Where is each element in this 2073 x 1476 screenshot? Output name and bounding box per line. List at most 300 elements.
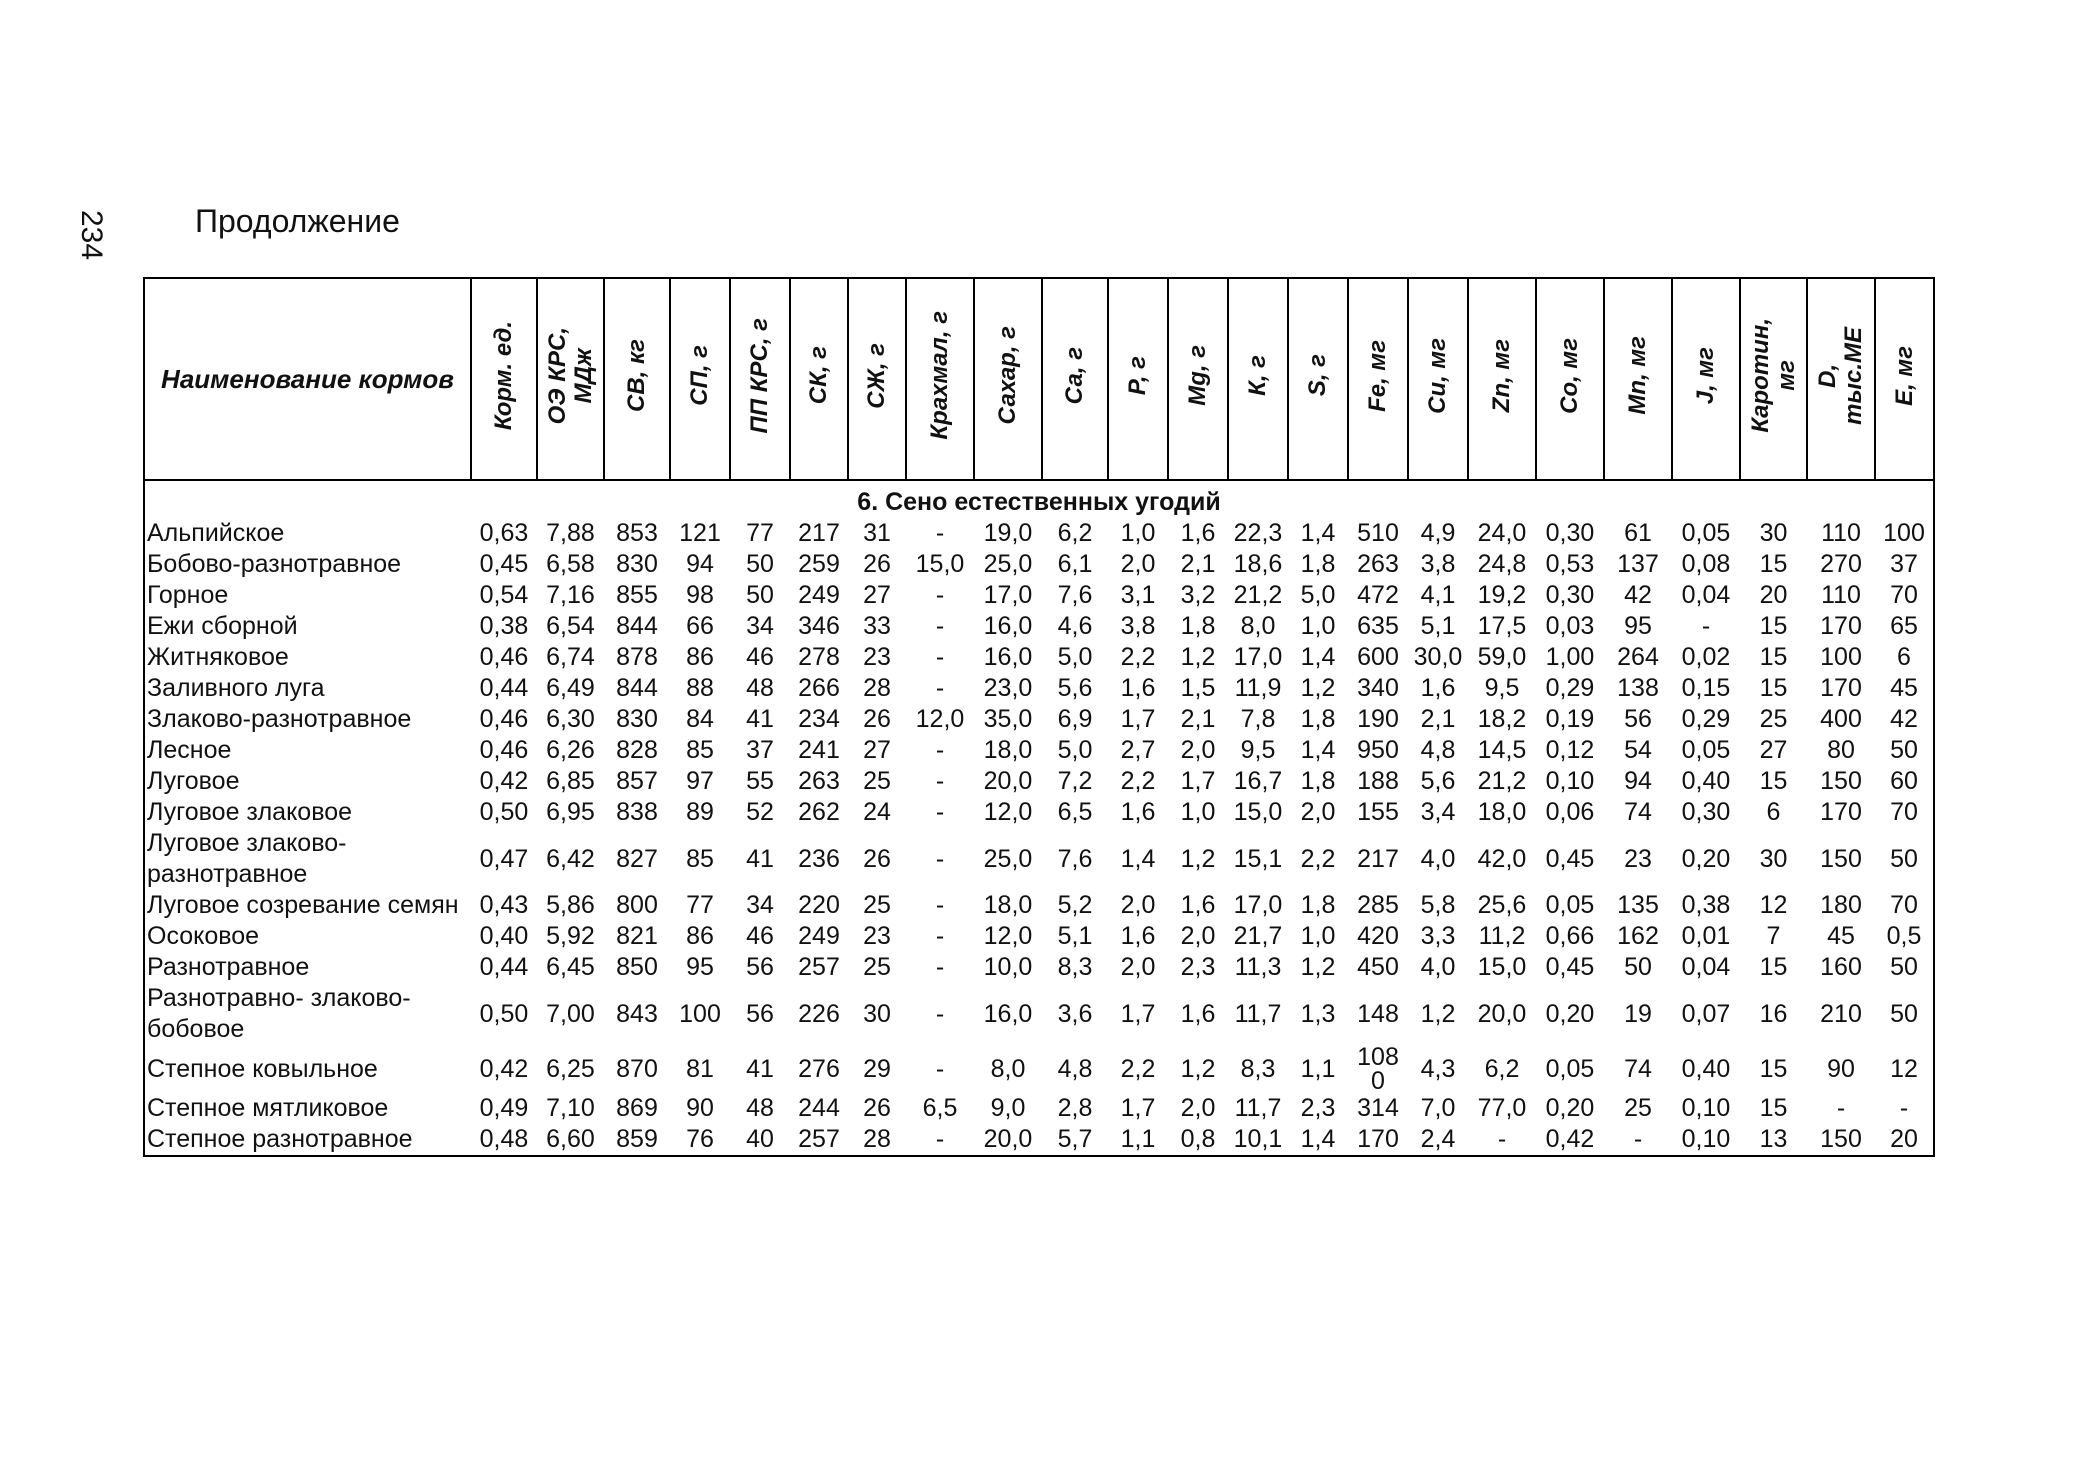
table-row [144,1045,1934,1093]
value-cell: 1,2 [1420,999,1456,1028]
value-cell: - [935,891,945,919]
value-cell: 50 [1875,735,1934,766]
value-cell: 234 [798,705,840,733]
value-cell: 2,1 [1180,705,1216,733]
value-cell: 0,03 [1545,612,1595,640]
value-cell: 18,2 [1477,705,1527,733]
feed-name-cell: Луговое злаковое [144,797,471,828]
value-cell: 0,48 [471,1124,537,1156]
value-cell: 0,07 [1681,999,1731,1028]
feed-table [143,277,1935,1157]
value-cell: 2,2 [1300,844,1336,873]
header-cell: Zn, мг [1468,278,1536,480]
value-cell: 0,40 [1681,1054,1731,1083]
value-cell: 0,38 [479,612,529,640]
value-cell: 60 [1875,766,1934,797]
value-cell: 77 [686,891,714,919]
feed-name-cell: Степное мятликовое [144,1093,471,1124]
value-cell: 15 [1759,612,1788,640]
value-cell: 6,26 [546,736,595,764]
table-row [144,921,1934,952]
value-cell: 0,12 [1545,736,1595,764]
value-cell: 1,2 [1180,1054,1216,1083]
value-cell: 346 [798,612,840,640]
value-cell: 0,29 [1545,674,1595,702]
value-cell: 1,8 [1300,705,1336,733]
value-cell: 850 [616,953,658,981]
value-cell: 17,0 [1233,891,1283,919]
value-cell: 27 [863,736,891,764]
value-cell: 11,3 [1234,953,1282,981]
value-cell: 0,06 [1545,798,1595,826]
value-cell: 276 [798,1054,840,1083]
header-cell: Сахар, г [974,278,1042,480]
value-cell: - [935,844,945,873]
table-row [144,673,1934,704]
value-cell: 11,2 [1478,922,1526,950]
header-cell: Крахмал, г [906,278,974,480]
feed-name-cell: Разнотравное [144,952,471,983]
value-cell: 259 [798,550,840,578]
value-cell: 18,0 [983,736,1033,764]
value-cell: 100 [1875,518,1934,549]
value-cell: 1,3 [1300,999,1336,1028]
value-cell: 7,88 [546,519,595,547]
value-cell: 100 [1820,643,1862,671]
value-cell: 0,45 [1545,844,1595,873]
value-cell: 1,6 [1120,922,1156,950]
value-cell: 41 [746,1054,774,1083]
value-cell: 17,0 [1233,643,1283,671]
value-cell: 46 [746,922,774,950]
value-cell: - [1468,1124,1536,1156]
value-cell: 0,45 [1545,953,1595,981]
value-cell: 236 [798,844,840,873]
value-cell: 3,3 [1420,922,1456,950]
value-cell: 25,6 [1477,891,1527,919]
value-cell: 6,49 [546,674,595,702]
value-cell: 830 [616,550,658,578]
table-row [144,828,1934,890]
value-cell: 6,25 [546,1054,595,1083]
value-cell: 1,6 [1180,999,1216,1028]
table-row [144,735,1934,766]
value-cell: 241 [798,736,840,764]
value-cell: 37 [746,736,774,764]
value-cell: 0,02 [1681,643,1731,671]
value-cell: 6 [1766,798,1781,826]
value-cell: 6,95 [546,798,595,826]
value-cell: 5,0 [1300,581,1336,609]
value-cell: 56 [746,953,774,981]
value-cell: 137 [1617,550,1659,578]
value-cell: 3,8 [1420,550,1456,578]
value-cell: 1,8 [1300,550,1336,578]
value-cell: 70 [1875,797,1934,828]
value-cell: 70 [1875,890,1934,921]
value-cell: 15,1 [1233,844,1283,873]
value-cell: 3,6 [1057,999,1093,1028]
table-row [144,518,1934,549]
value-cell: 844 [616,674,658,702]
value-cell: 6,54 [546,612,595,640]
value-cell: 5,6 [1420,767,1456,795]
value-cell: 0,15 [1681,674,1731,702]
value-cell: 1,6 [1120,798,1156,826]
value-cell: 12 [1875,1045,1934,1093]
value-cell: - [935,922,945,950]
value-cell: 9,5 [1484,674,1520,702]
header-cell: Со, мг [1536,278,1604,480]
value-cell: 249 [798,922,840,950]
value-cell: 27 [1759,736,1788,764]
value-cell: 70 [1875,580,1934,611]
value-cell: 89 [686,798,714,826]
value-cell: 162 [1617,922,1659,950]
value-cell: 510 [1357,519,1399,547]
value-cell: 6,5 [922,1094,958,1122]
page-title: Продолжение [195,203,400,239]
value-cell: 50 [746,550,774,578]
value-cell: 600 [1357,643,1399,671]
value-cell: 8,3 [1240,1054,1276,1083]
value-cell: - [906,1124,974,1156]
value-cell: 25 [1759,705,1788,733]
value-cell: 0,05 [1545,1054,1595,1083]
feed-name-cell: Степное ковыльное [144,1045,471,1093]
value-cell: 2,1 [1180,550,1216,578]
value-cell: 19 [1624,999,1652,1028]
value-cell: 4,8 [1420,736,1456,764]
value-cell: 340 [1357,674,1399,702]
value-cell: 3,1 [1120,581,1156,609]
value-cell: 7,8 [1240,705,1276,733]
header-cell: ОЭ КРС, МДж [537,278,604,480]
value-cell: 844 [616,612,658,640]
value-cell: 6,5 [1057,798,1093,826]
value-cell: - [935,736,945,764]
value-cell: 853 [616,519,658,547]
value-cell: 0,53 [1545,550,1595,578]
value-cell: 15,0 [1233,798,1283,826]
value-cell: 244 [798,1094,840,1122]
value-cell: 80 [1827,736,1855,764]
value-cell: 0,29 [1681,705,1731,733]
value-cell: 6,60 [537,1124,604,1156]
value-cell: - [935,643,945,671]
value-cell: 25 [863,953,891,981]
header-cell: J, мг [1672,278,1740,480]
value-cell: 86 [686,922,714,950]
value-cell: 15,0 [915,550,965,578]
value-cell: 420 [1357,922,1399,950]
header-cell: СП, г [670,278,730,480]
value-cell: 94 [1624,767,1652,795]
value-cell: 1,2 [1180,844,1216,873]
value-cell: 12,0 [915,705,965,733]
value-cell: 30 [1759,519,1788,547]
value-cell: 20 [1759,581,1788,609]
value-cell: 0,46 [479,643,529,671]
value-cell: 1,6 [1180,891,1216,919]
value-cell: 257 [790,1124,848,1156]
value-cell: 16,0 [983,999,1033,1028]
value-cell: 0,20 [1681,844,1731,873]
value-cell: 97 [686,767,714,795]
value-cell: 9,0 [990,1094,1026,1122]
value-cell: 26 [863,705,891,733]
table-row [144,766,1934,797]
value-cell: 7,00 [546,999,595,1028]
value-cell: 95 [1624,612,1652,640]
value-cell: 0,54 [479,581,529,609]
value-cell: 8,0 [990,1054,1026,1083]
value-cell: 0,01 [1681,922,1731,950]
value-cell: 23 [1624,844,1652,873]
value-cell: 46 [746,643,774,671]
value-cell: 14,5 [1477,736,1527,764]
value-cell: 0,44 [479,953,529,981]
value-cell: 1,8 [1180,612,1216,640]
value-cell: 31 [863,519,891,547]
value-cell: - [935,612,945,640]
value-cell: 262 [798,798,840,826]
table-header-row [144,278,1934,480]
value-cell: 6,30 [546,705,595,733]
feed-name-cell: Горное [144,580,471,611]
value-cell: 65 [1875,611,1934,642]
value-cell: 11,9 [1234,674,1282,702]
value-cell: 42 [1875,704,1934,735]
value-cell: 6,85 [546,767,595,795]
table-row [144,1124,1934,1156]
value-cell: 2,7 [1120,736,1156,764]
value-cell: 10,1 [1228,1124,1288,1156]
value-cell: 2,2 [1120,767,1156,795]
value-cell: 0,10 [1681,1094,1731,1122]
value-cell: 0,20 [1545,999,1595,1028]
value-cell: 15 [1759,1054,1788,1083]
value-cell: - [1836,1094,1846,1122]
value-cell: 18,6 [1233,550,1283,578]
value-cell: 843 [616,999,658,1028]
feed-name-cell: Злаково-разнотравное [144,704,471,735]
value-cell: 34 [746,612,774,640]
value-cell: 0,08 [1681,550,1731,578]
value-cell: 7,0 [1420,1094,1456,1122]
value-cell: 18,0 [1477,798,1527,826]
page-number: 234 [75,210,108,261]
value-cell: 27 [863,581,891,609]
value-cell: 0,63 [479,519,529,547]
value-cell: 50 [1875,952,1934,983]
value-cell: 2,2 [1120,1054,1156,1083]
value-cell: 16 [1759,999,1788,1028]
feed-name-cell: Луговое злаково-разнотравное [144,828,471,890]
value-cell: 90 [1827,1054,1855,1083]
value-cell: 1,0 [1300,612,1336,640]
value-cell: 7,6 [1057,581,1093,609]
header-cell: Са, г [1042,278,1108,480]
value-cell: 50 [1875,983,1934,1045]
value-cell: 35,0 [983,705,1033,733]
value-cell: 86 [686,643,714,671]
value-cell: 7,10 [546,1094,595,1122]
value-cell: 1,4 [1288,1124,1348,1156]
value-cell: 0,42 [1536,1124,1604,1156]
value-cell: 2,2 [1120,643,1156,671]
value-cell: 314 [1357,1094,1399,1122]
value-cell: 16,0 [983,643,1033,671]
value-cell: 150 [1820,767,1862,795]
value-cell: 0,30 [1545,519,1595,547]
value-cell: 15 [1759,953,1788,981]
value-cell: 0,05 [1681,519,1731,547]
value-cell: 1,7 [1120,999,1156,1028]
value-cell: 1,4 [1300,519,1336,547]
value-cell: 1,4 [1300,736,1336,764]
value-cell: 635 [1357,612,1399,640]
value-cell: 0,45 [479,550,529,578]
value-cell: 11,7 [1234,999,1282,1028]
value-cell: 5,8 [1420,891,1456,919]
value-cell: 4,0 [1420,953,1456,981]
value-cell: 150 [1807,1124,1875,1156]
value-cell: 22,3 [1233,519,1283,547]
feed-name-cell: Лесное [144,735,471,766]
value-cell: 6,58 [546,550,595,578]
value-cell: - [935,953,945,981]
value-cell: 400 [1820,705,1862,733]
value-cell: 800 [616,891,658,919]
table-row [144,704,1934,735]
value-cell: 26 [863,550,891,578]
value-cell: 90 [686,1094,714,1122]
value-cell: 9,5 [1240,736,1276,764]
value-cell: 2,0 [1120,550,1156,578]
value-cell: 2,0 [1180,922,1216,950]
value-cell: 0,66 [1545,922,1595,950]
value-cell: 15 [1759,643,1788,671]
value-cell: 50 [1875,828,1934,890]
value-cell: 50 [1624,953,1652,981]
value-cell: 100 [679,999,721,1028]
value-cell: 5,1 [1420,612,1456,640]
table-row [144,611,1934,642]
value-cell: 1,7 [1120,705,1156,733]
header-cell: К, г [1228,278,1288,480]
value-cell: 472 [1357,581,1399,609]
value-cell: 74 [1624,798,1652,826]
header-cell: S, г [1288,278,1348,480]
table-row [144,890,1934,921]
header-cell: Mg, г [1168,278,1228,480]
value-cell: 33 [863,612,891,640]
value-cell: 10,0 [983,953,1033,981]
header-cell: СЖ, г [848,278,906,480]
table-row [144,580,1934,611]
value-cell: 1,7 [1180,767,1216,795]
value-cell: 0,43 [479,891,529,919]
value-cell: 26 [863,844,891,873]
value-cell: 28 [863,674,891,702]
value-cell: 7 [1766,922,1781,950]
value-cell: 21,7 [1233,922,1283,950]
value-cell: 15,0 [1477,953,1527,981]
feed-name-cell: Осоковое [144,921,471,952]
value-cell: 0,10 [1545,767,1595,795]
value-cell: 2,0 [1120,953,1156,981]
value-cell: 0,05 [1681,736,1731,764]
value-cell: 15 [1759,1094,1788,1122]
value-cell: 48 [746,674,774,702]
value-cell: 23 [863,922,891,950]
value-cell: 0,20 [1545,1094,1595,1122]
value-cell: 59,0 [1477,643,1527,671]
value-cell: 6,2 [1484,1054,1520,1083]
table-row [144,549,1934,580]
value-cell: 830 [616,705,658,733]
header-cell: Cu, мг [1408,278,1468,480]
value-cell: 2,0 [1180,1094,1216,1122]
value-cell: 278 [798,643,840,671]
value-cell: 6,9 [1057,705,1093,733]
value-cell: 5,86 [546,891,595,919]
value-cell: 2,3 [1300,1094,1336,1122]
value-cell: 41 [746,705,774,733]
value-cell: 226 [798,999,840,1028]
value-cell: 270 [1820,550,1862,578]
value-cell: 54 [1624,736,1652,764]
value-cell: 20 [1875,1124,1934,1156]
feed-name-cell: Луговое [144,766,471,797]
value-cell: 108 0 [1357,1043,1399,1095]
value-cell: 838 [616,798,658,826]
feed-name-cell: Степное разнотравное [144,1124,471,1156]
value-cell: 13 [1740,1124,1807,1156]
value-cell: 88 [686,674,714,702]
value-cell: 3,2 [1180,581,1216,609]
value-cell: 170 [1820,674,1862,702]
value-cell: 2,3 [1180,953,1216,981]
value-cell: 25 [863,891,891,919]
value-cell: 24 [863,798,891,826]
value-cell: 42 [1624,581,1652,609]
value-cell: 110 [1821,581,1861,609]
value-cell: 5,6 [1057,674,1093,702]
value-cell: 24,0 [1477,519,1527,547]
value-cell: 110 [1821,519,1861,547]
value-cell: 138 [1617,674,1659,702]
value-cell: 285 [1357,891,1399,919]
value-cell: 0,38 [1681,891,1731,919]
value-cell: 81 [686,1054,714,1083]
value-cell: 249 [798,581,840,609]
header-cell: D, тыс.МЕ [1807,278,1875,480]
value-cell: 17,5 [1477,612,1527,640]
value-cell: 2,4 [1408,1124,1468,1156]
value-cell: 264 [1617,643,1659,671]
value-cell: 29 [863,1054,891,1083]
value-cell: 870 [616,1054,658,1083]
value-cell: 8,0 [1240,612,1276,640]
value-cell: 121 [679,519,721,547]
value-cell: 170 [1820,612,1862,640]
value-cell: 148 [1357,999,1399,1028]
value-cell: 77,0 [1477,1094,1527,1122]
value-cell: 25 [863,767,891,795]
value-cell: - [935,581,945,609]
